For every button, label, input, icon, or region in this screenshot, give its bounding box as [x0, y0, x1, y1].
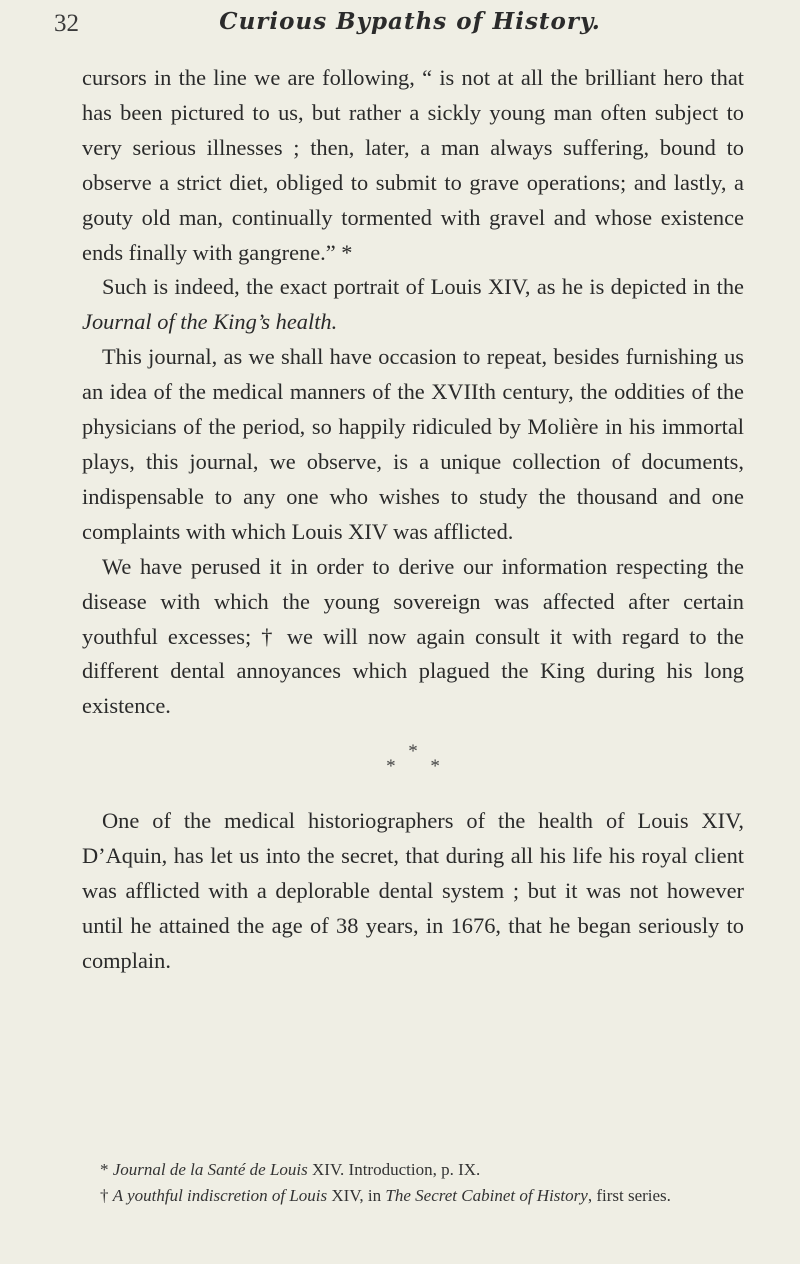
- running-head: [54, 8, 766, 48]
- footnote-2-title-2: The Secret Cabinet of History: [385, 1186, 588, 1205]
- footnote-2-mid: XIV, in: [327, 1186, 386, 1205]
- paragraph-3: This journal, as we shall have occasion to repeat, besides furnishing us an idea of the medical manners of the XVIIth century, the oddities of the physicians of the period, so happily ridiculed by Molière in his immortal plays, this journal, we observe, is a unique collection of documents, indispensable to any one who wishes to study the thousand and one complaints with which Louis XIV was afflicted.: [82, 344, 744, 544]
- footnote-1-title: Journal de la Santé de Louis: [112, 1160, 308, 1179]
- footnote-2: [82, 1183, 744, 1209]
- footnote-1-mark: *: [100, 1160, 113, 1179]
- footnote-1-rest: XIV. Introduction, p. IX.: [307, 1160, 481, 1179]
- footnote-2-title-1: A youthful indiscretion of Louis: [112, 1186, 328, 1205]
- section-break-asterism: [82, 741, 744, 778]
- paragraph-2-text: Such is indeed, the exact portrait of Louis XIV, as he is depicted in the: [102, 274, 744, 300]
- running-title: Curious Bypaths of History.: [219, 8, 601, 35]
- paragraph-5: One of the medical historiographers of the health of Louis XIV, D’Aquin, has let us into the secret, that during all his life his royal client was afflicted with a deplorable dental system ; but it was not however until he attained the age of 38 years, in 1676, that he began seriously to complain.: [82, 808, 744, 973]
- footnote-2-rest: , first series.: [587, 1186, 671, 1205]
- footnotes: [82, 1157, 744, 1209]
- asterism-top: *: [408, 741, 418, 763]
- page-number: 32: [54, 10, 79, 37]
- paragraph-1: cursors in the line we are following, “ is not at all the brilliant hero that has been pictured to us, but rather a sickly young man often subject to very serious illnesses ; then, later, a man always suffering, bound to observe a strict diet, obliged to submit to grave operations; and lastly, a gouty old man, continually tormented with gravel and whose existence ends finally with gangrene.” *: [82, 65, 744, 265]
- journal-title: Journal of the King’s health.: [82, 309, 338, 335]
- paragraph-2: [82, 270, 744, 340]
- footnote-1: [82, 1157, 744, 1183]
- asterism-bottom: * *: [386, 756, 440, 778]
- footnote-2-mark: †: [100, 1186, 113, 1205]
- paragraph-4: We have perused it in order to derive our information respecting the disease with which the young sovereign was affected after certain youthful excesses; † we will now again consult it with regard to the different dental annoyances which plagued the King during his long existence.: [82, 553, 744, 719]
- body-text: [82, 61, 744, 979]
